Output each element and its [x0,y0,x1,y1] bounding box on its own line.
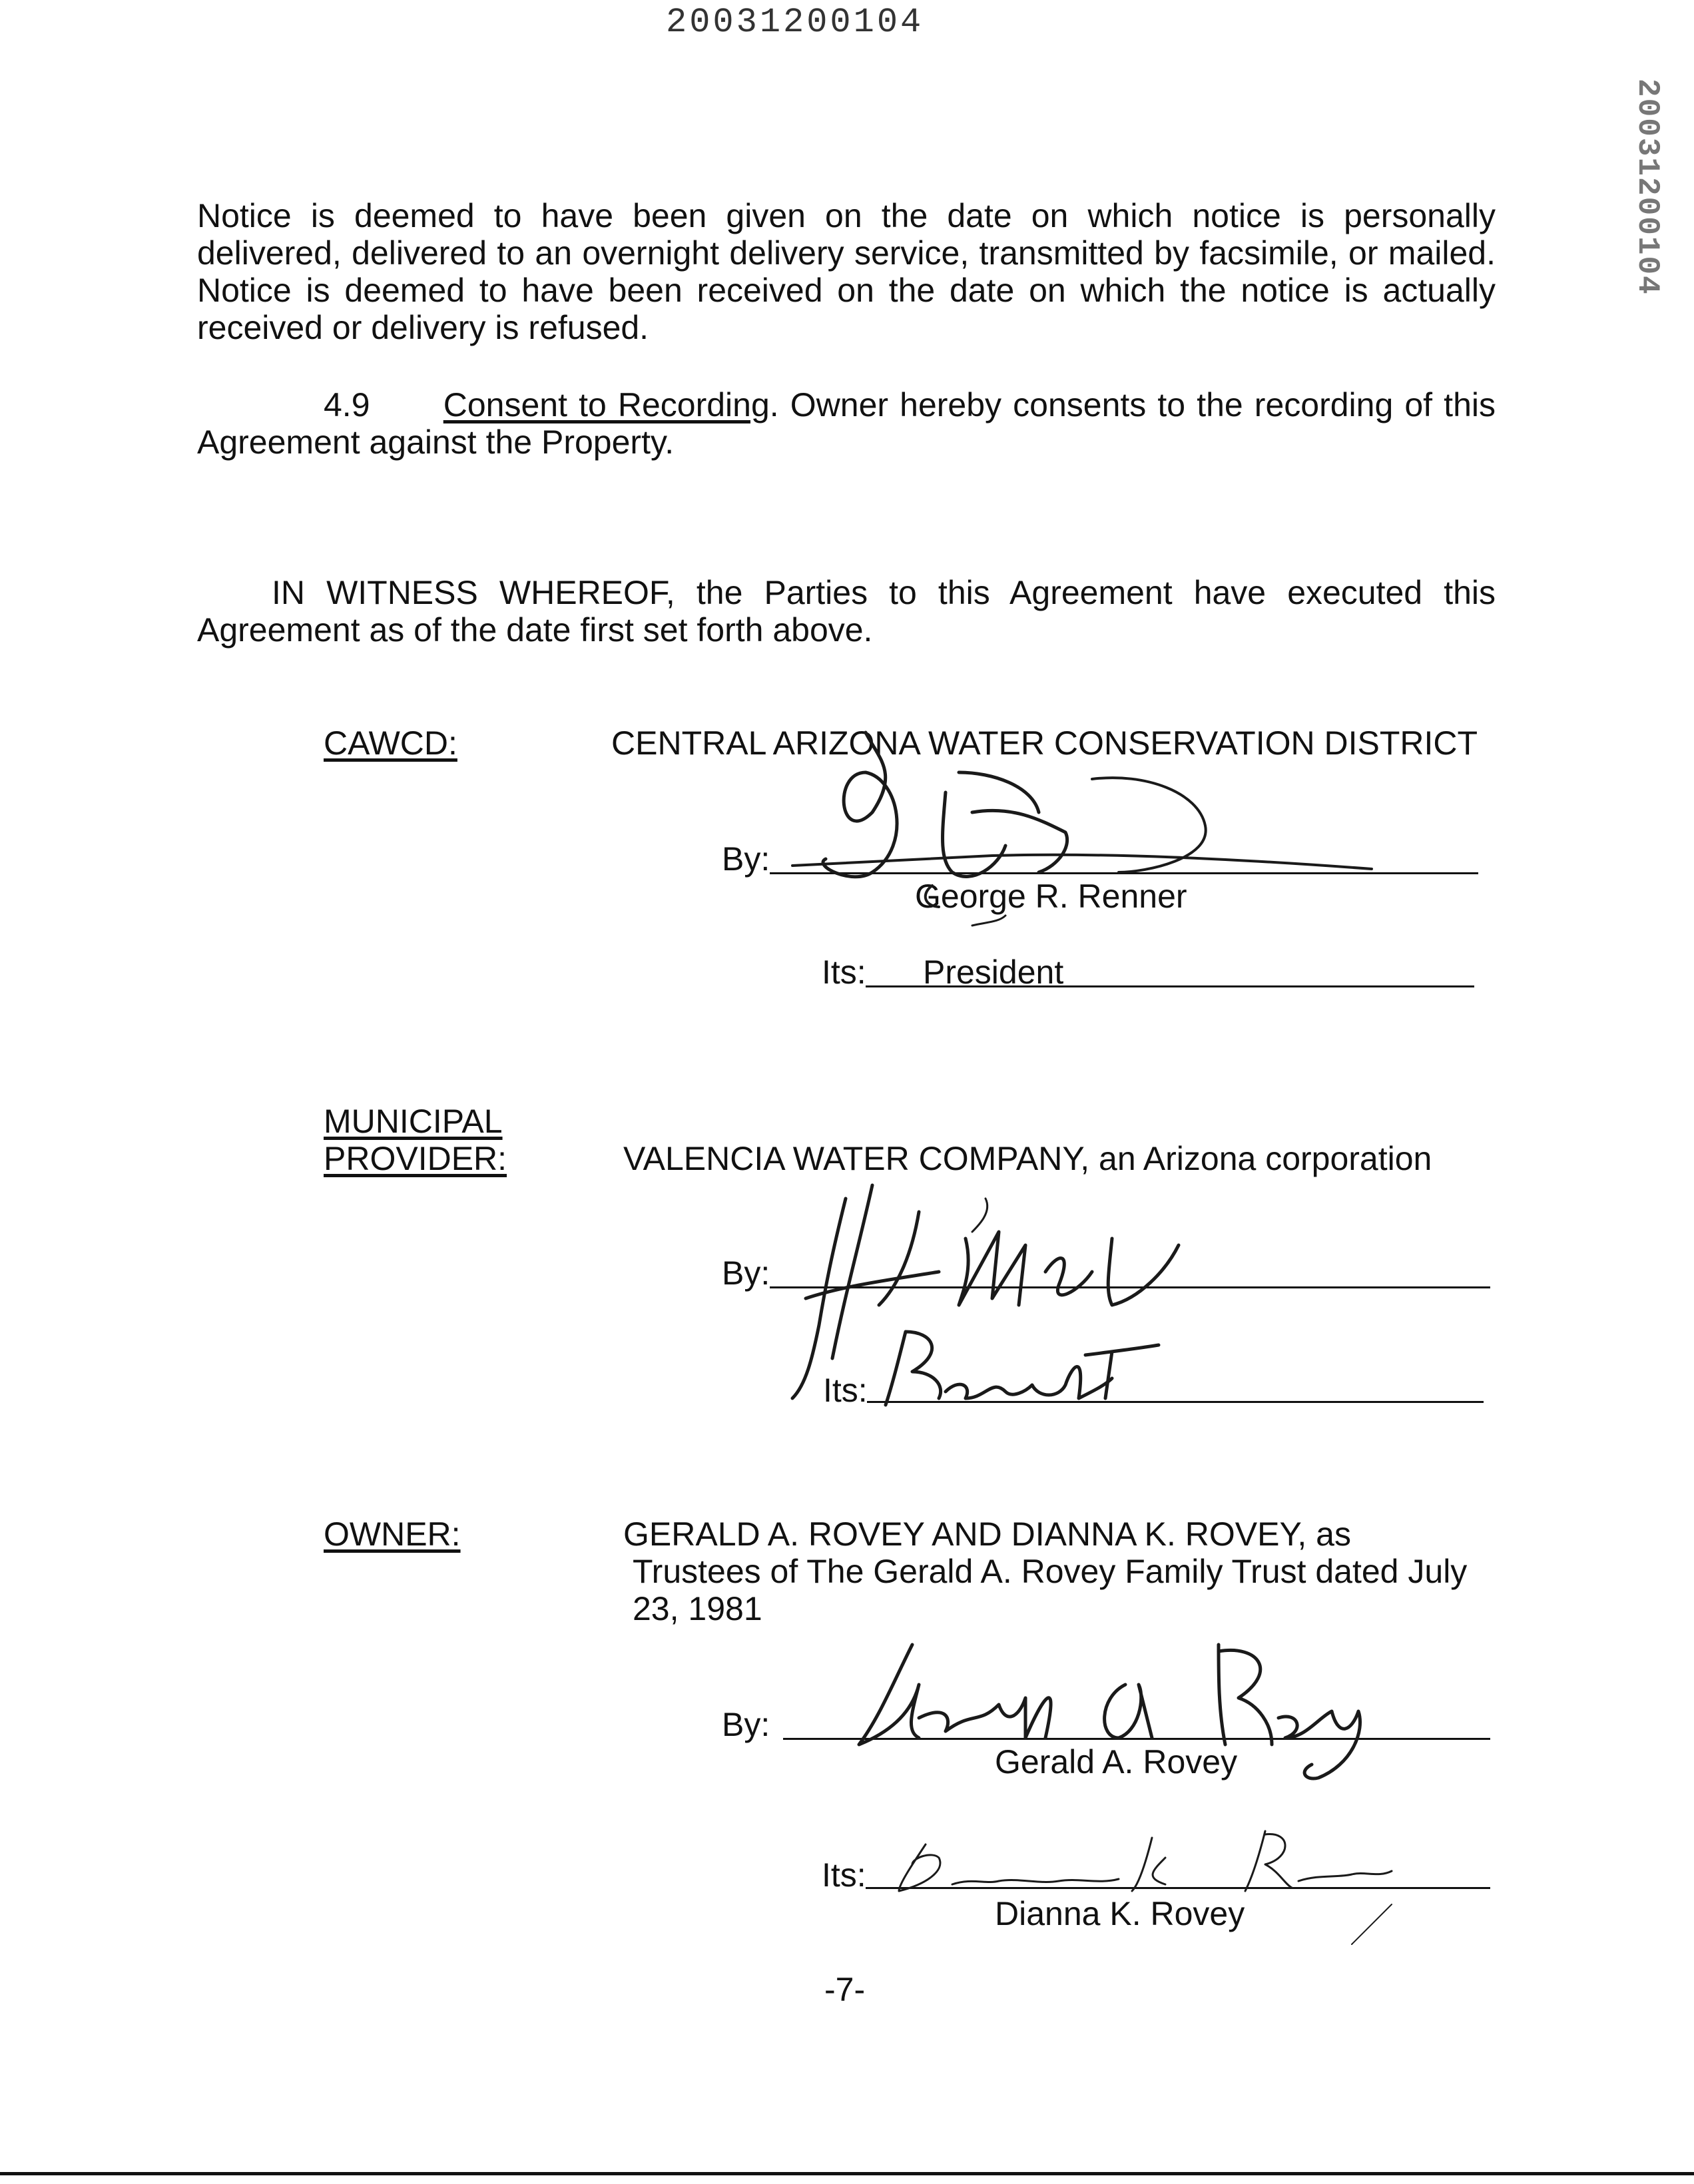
owner-signature-gerald [846,1638,1392,1791]
document-number: 20031200104 [666,3,924,42]
provider-label-line1: MUNICIPAL [324,1103,503,1140]
cawcd-signature [772,732,1438,939]
section-text: . Owner hereby consents to the recording of this Agreement against the Property. [197,386,1496,461]
notice-paragraph: Notice is deemed to have been given on the date on which notice is personally delivered, delivered to an overnight delivery service, transmitted by facsimile, or mailed. Notice is deemed to have been received on the date on which the notice is actually received or delivery is refused. [197,197,1496,346]
provider-handwritten-title [872,1325,1179,1412]
provider-entity: VALENCIA WATER COMPANY, an Arizona corporation [623,1140,1432,1177]
owner-label: OWNER: [324,1515,461,1553]
cawcd-entity: CENTRAL ARIZONA WATER CONSERVATION DISTRICT [611,724,1478,762]
provider-label-line2: PROVIDER: [324,1140,507,1177]
provider-by-label: By: [722,1254,770,1292]
owner-by-label: By: [722,1706,770,1743]
cawcd-label: CAWCD: [324,724,457,762]
owner-its-label: Its: [822,1856,866,1894]
cawcd-its-label: Its: [822,954,866,991]
section-heading: Consent to Recording [443,386,770,423]
owner-entity-line1: GERALD A. ROVEY AND DIANNA K. ROVEY, as [623,1515,1351,1553]
cawcd-by-label: By: [722,840,770,878]
cawcd-title: President [923,954,1064,991]
section-4-9 [197,386,1496,461]
owner-signer2-name: Dianna K. Rovey [995,1895,1245,1932]
owner-signature-dianna [886,1818,1472,1951]
owner-signer1-name: Gerald A. Rovey [995,1743,1238,1780]
side-stamp: 20031200104 [1630,79,1665,296]
footer-rule [0,2172,1694,2175]
cawcd-signer-name: George R. Renner [915,878,1187,915]
witness-paragraph: IN WITNESS WHEREOF, the Parties to this Agreement have executed this Agreement as of the date first set forth above. [197,574,1496,649]
provider-its-label: Its: [823,1372,868,1409]
owner-entity-line2: Trustees of The Gerald A. Rovey Family Trust dated July [633,1553,1468,1590]
section-number: 4.9 [324,386,370,423]
owner-entity-line3: 23, 1981 [633,1590,762,1627]
page-number: -7- [824,1971,866,2008]
